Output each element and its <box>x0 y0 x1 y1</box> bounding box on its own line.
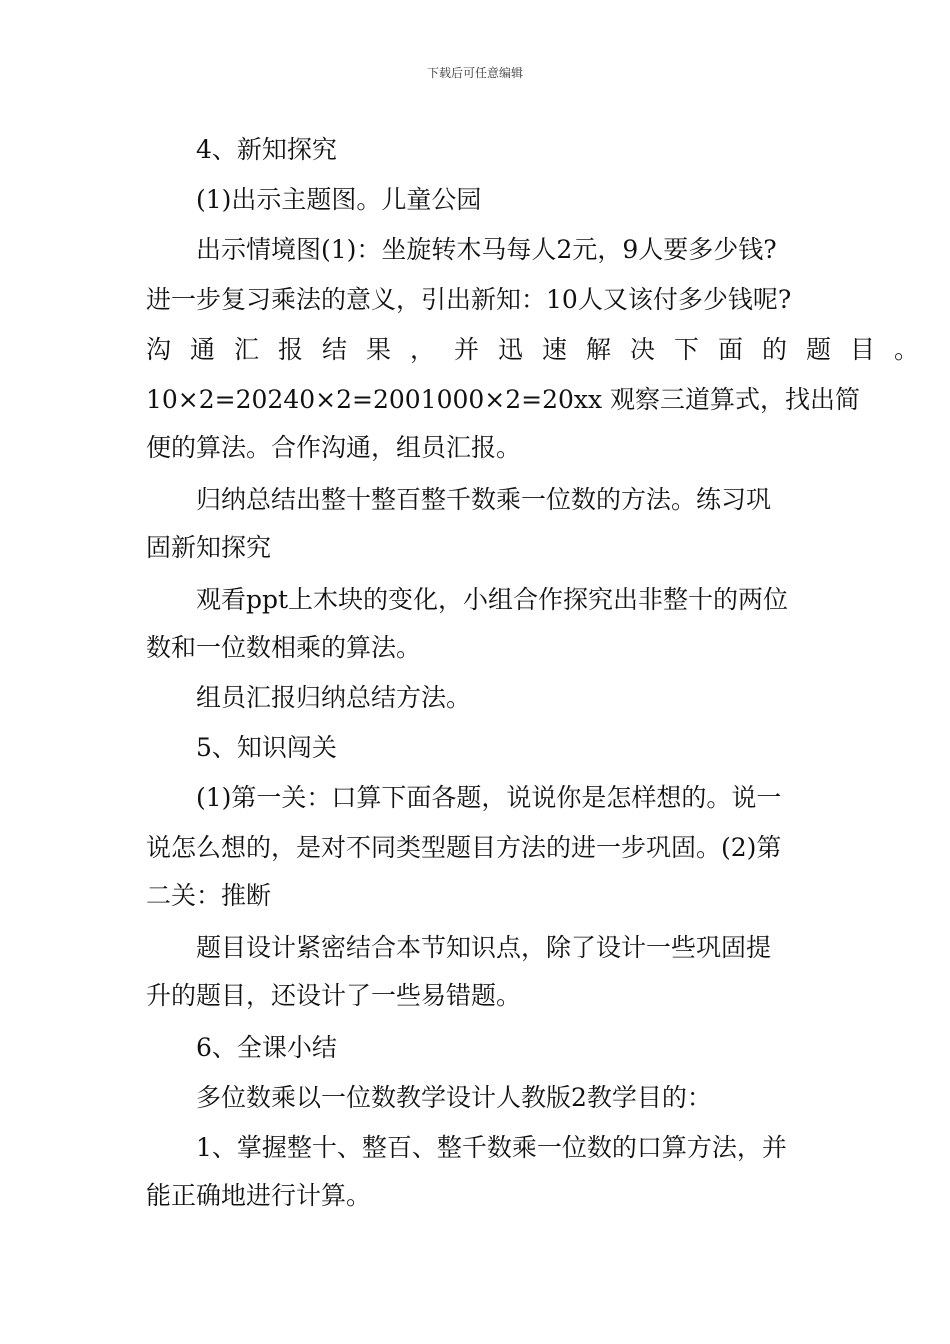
heading-new-knowledge: 4、新知探究 <box>196 135 337 164</box>
paragraph-line: 归纳总结出整十整百整千数乘一位数的方法。练习巩 <box>196 485 772 514</box>
page-header: 下载后可任意编辑 <box>426 66 523 80</box>
paragraph-line: 数和一位数相乘的算法。 <box>146 633 422 662</box>
heading-lesson-summary: 6、全课小结 <box>196 1033 337 1062</box>
paragraph-line: 1、掌握整十、整百、整千数乘一位数的口算方法，并 <box>196 1133 787 1162</box>
paragraph-line: (1)出示主题图。儿童公园 <box>196 185 482 214</box>
paragraph-line: 便的算法。合作沟通，组员汇报。 <box>146 433 522 462</box>
paragraph-line: 多位数乘以一位数教学设计人教版2教学目的： <box>196 1083 712 1112</box>
paragraph-line: 固新知探究 <box>146 533 272 562</box>
paragraph-line: 说怎么想的，是对不同类型题目方法的进一步巩固。(2)第 <box>146 833 782 862</box>
paragraph-line: 进一步复习乘法的意义，引出新知：10人又该付多少钱呢? <box>146 285 792 314</box>
paragraph-line: 二关：推断 <box>146 881 272 910</box>
paragraph-line: 组员汇报归纳总结方法。 <box>196 683 472 712</box>
paragraph-line: 出示情境图(1)：坐旋转木马每人2元，9人要多少钱? <box>196 235 777 264</box>
paragraph-line: 能正确地进行计算。 <box>146 1181 372 1210</box>
heading-knowledge-challenge: 5、知识闯关 <box>196 733 337 762</box>
paragraph-line: 沟通汇报结果，并迅速解决下面的题目。 <box>146 335 939 364</box>
paragraph-line: 观看ppt上木块的变化，小组合作探究出非整十的两位 <box>196 585 789 614</box>
paragraph-line: 10×2=20240×2=2001000×2=20xx 观察三道算式，找出简 <box>146 385 861 414</box>
paragraph-line: (1)第一关：口算下面各题，说说你是怎样想的。说一 <box>196 783 782 812</box>
paragraph-line: 升的题目，还设计了一些易错题。 <box>146 981 522 1010</box>
paragraph-line: 题目设计紧密结合本节知识点，除了设计一些巩固提 <box>196 933 772 962</box>
